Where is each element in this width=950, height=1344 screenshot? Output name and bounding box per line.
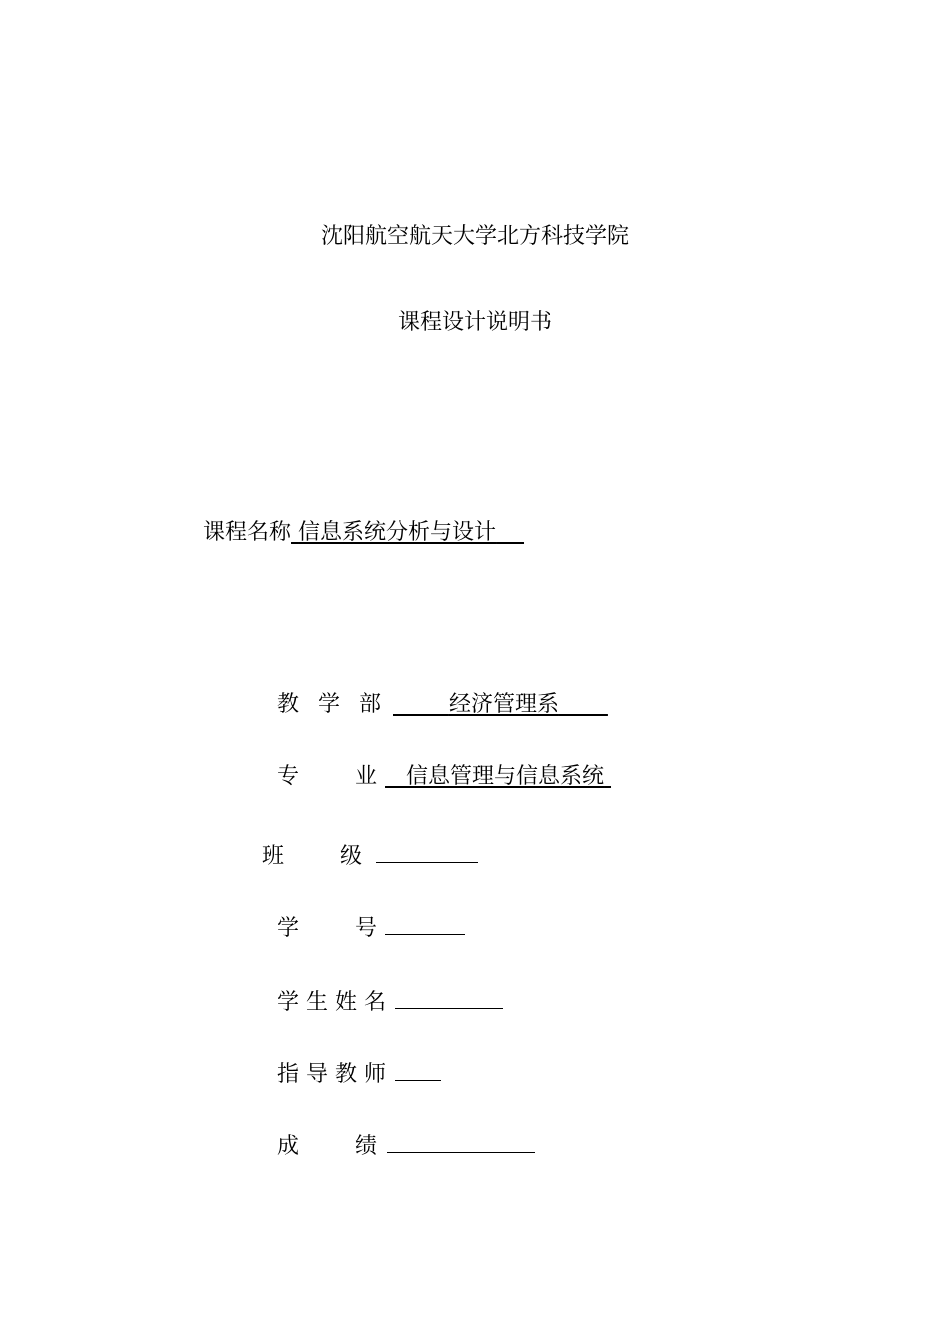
grade-row [277,1126,535,1162]
class-label: 班 级 [262,844,367,869]
advisor-label: 指导教师 [277,1062,394,1087]
advisor-blank [395,1054,441,1081]
document-title: 课程设计说明书 [397,310,552,335]
student-name-row [277,982,503,1018]
course-name-value: 信息系统分析与设计 [298,520,497,545]
class-row [262,836,478,872]
class-blank [376,836,478,863]
department-value: 经济管理系 [448,692,559,717]
department-label: 教 学 部 [277,692,387,717]
course-name-label: 课程名称 [203,520,292,545]
major-label: 专 业 [277,764,382,789]
major-value: 信息管理与信息系统 [406,764,605,789]
grade-blank [387,1126,535,1153]
student-name-label: 学生姓名 [277,990,394,1015]
student-id-blank [385,908,465,935]
grade-label: 成 绩 [277,1134,382,1159]
department-row [277,690,608,720]
school-name: 沈阳航空航天大学北方科技学院 [320,224,629,249]
student-id-row [277,908,465,944]
advisor-row [277,1054,441,1090]
student-id-label: 学 号 [277,916,382,941]
student-name-blank [395,982,503,1009]
course-name-row [203,518,524,548]
major-row [277,762,611,792]
